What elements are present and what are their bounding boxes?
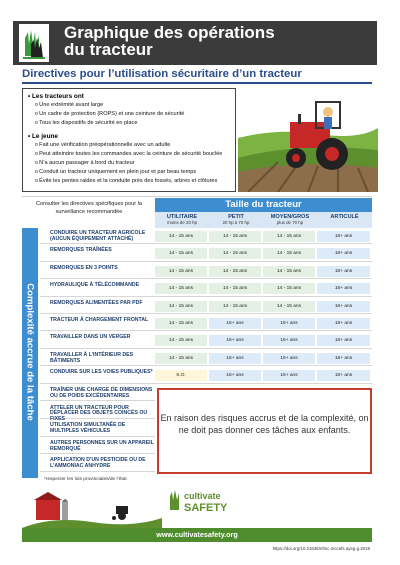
- row-label: CONDUIRE UN TRACTEUR AGRICOLE (AUCUN ÉQUIPEMENT ATTACHÉ): [50, 230, 146, 242]
- table-cell: 16+ ans: [263, 318, 315, 329]
- table-row: [40, 333, 372, 348]
- page-subtitle: Directives pour l’utilisation sécuritaire d’un tracteur: [22, 68, 302, 80]
- col-utilitaire: UTILITAIRE moins de 20 hp: [166, 214, 198, 225]
- title-line-2: du tracteur: [64, 40, 153, 59]
- table-cell: 14 - 15 ans: [263, 266, 315, 277]
- title-line-1: Graphique des opérations: [64, 23, 275, 42]
- table-cell: 14 - 15 ans: [263, 301, 315, 312]
- table-row: [40, 456, 155, 471]
- cultivate-safety-logo: [166, 488, 246, 514]
- table-cell: 16+ ans: [263, 335, 315, 346]
- row-label: REMORQUES EN 3 POINTS: [50, 264, 118, 271]
- table-cell: 16+ ans: [317, 283, 370, 294]
- complexity-label: Complexité accrue de la tâche: [24, 283, 36, 421]
- table-cell: 16+ ans: [209, 370, 261, 381]
- table-cell: 14 - 15 ans: [155, 283, 207, 294]
- url-band: [22, 528, 372, 542]
- table-cell: 16+ ans: [209, 318, 261, 329]
- table-row: [40, 316, 372, 331]
- table-row: [40, 368, 372, 383]
- list-item: o Fait une vérification préopérationnelle avec un adulte: [35, 141, 235, 150]
- table-cell: 16+ ans: [317, 248, 370, 259]
- list-item: o Peut atteindre toutes les commandes avec la ceinture de sécurité bouclée: [35, 150, 235, 159]
- section-2-list: [23, 141, 235, 187]
- row-label: ATTELER UN TRACTEUR POUR DÉPLACER DES OBJETS COINCÉS OU FIXES: [50, 404, 148, 423]
- table-cell: 14 - 15 ans: [155, 248, 207, 259]
- list-item: o Conduit un tracteur uniquement en plein jour et par beau temps: [35, 168, 235, 177]
- section-1-title: • Les tracteurs ont: [28, 93, 84, 100]
- row-label: APPLICATION D’UN PESTICIDE OU DE L’AMMONIAC ANHYDRE: [50, 457, 146, 470]
- table-cell: 14 - 15 ans: [263, 231, 315, 242]
- page-title: [64, 24, 275, 58]
- row-label: UTILISATION SIMULTANÉE DE MULTIPLES VÉHICULES: [50, 422, 126, 434]
- tractor-size-header: Taille du tracteur: [155, 198, 372, 212]
- footnote: *respecter les lois provinciales/de l’état: [44, 477, 127, 482]
- table-row: [40, 421, 155, 436]
- svg-text:SAFETY: SAFETY: [184, 502, 228, 514]
- col-articule: ARTICULÉ: [330, 214, 359, 220]
- table-cell: 14 - 15 ans: [155, 266, 207, 277]
- svg-text:cultivate: cultivate: [184, 491, 221, 501]
- farm-silhouette-illustration: [22, 488, 162, 528]
- row-label: TRACTEUR À CHARGEMENT FRONTAL: [50, 317, 149, 323]
- directives-box: [22, 88, 236, 192]
- table-cell: 14 - 15 ans: [155, 301, 207, 312]
- table-row: [40, 281, 372, 296]
- row-label: TRAÎNER UNE CHARGE DE DIMENSIONS OU DE POIDS EXCÉDENTAIRES: [50, 387, 153, 399]
- table-row: [40, 386, 155, 401]
- row-label: REMORQUES TRAÎNÉES: [50, 247, 112, 254]
- row-label: HYDRAULIQUE À TÉLÉCOMMANDE: [50, 282, 140, 289]
- hands-logo-icon: [19, 24, 49, 62]
- section-2-title: • Le jeune: [28, 132, 58, 140]
- subtitle-divider: [22, 82, 372, 84]
- table-cell: 14 - 15 ans: [155, 231, 207, 242]
- list-item: o Évite les pentes raides et la conduite près des fossés, arbres et clôtures: [35, 177, 235, 186]
- row-label: AUTRES PERSONNES SUR UN APPAREIL REMORQUÉ: [50, 439, 154, 452]
- table-row: [40, 229, 372, 244]
- table-row: [40, 404, 155, 423]
- list-item: o Une extrémité avant large: [35, 101, 235, 110]
- table-cell: 16+ ans: [317, 266, 370, 277]
- col-petit: PETIT 20 hp à 70 hp: [222, 214, 250, 225]
- table-row: [40, 439, 155, 454]
- table-cell: 16+ ans: [317, 353, 370, 364]
- table-row: [40, 299, 372, 314]
- table-cell: 14 - 15 ans: [155, 353, 207, 364]
- row-label: REMORQUES ALIMENTÉES PAR PDF: [50, 299, 143, 306]
- section-1-list: [23, 101, 235, 129]
- table-cell: 16+ ans: [317, 335, 370, 346]
- children-warning-box: [157, 388, 372, 474]
- table-cell: 16+ ans: [317, 301, 370, 312]
- table-cell: 14 - 15 ans: [263, 248, 315, 259]
- list-item: o Un cadre de protection (ROPS) et une ceinture de sécurité: [35, 110, 235, 119]
- table-cell: 14 - 15 ans: [155, 318, 207, 329]
- table-cell: 16+ ans: [317, 318, 370, 329]
- table-cell: 16+ ans: [317, 231, 370, 242]
- list-item: o N’a aucun passager à bord du tracteur: [35, 159, 235, 168]
- table-cell: 14 - 15 ans: [209, 301, 261, 312]
- row-label: CONDUIRE SUR LES VOIES PUBLIQUES*: [50, 369, 153, 376]
- size-columns-header: [155, 212, 372, 228]
- row-label: TRAVAILLER DANS UN VERGER: [50, 334, 131, 341]
- table-cell: 16+ ans: [263, 353, 315, 364]
- warning-text: En raison des risques accrus et de la complexité, on ne doit pas donner ces tâches aux enfants.: [160, 413, 369, 435]
- table-cell: 14 - 15 ans: [263, 283, 315, 294]
- tractor-scene-illustration: [238, 88, 378, 192]
- table-row: [40, 246, 372, 261]
- list-item: o Tous les dispositifs de sécurité en place: [35, 119, 235, 128]
- table-cell: 14 - 15 ans: [209, 266, 261, 277]
- table-cell: 16+ ans: [263, 370, 315, 381]
- table-cell: S.O.: [155, 370, 207, 381]
- table-row: [40, 351, 372, 366]
- table-cell: 14 - 15 ans: [209, 248, 261, 259]
- col-moyen-gros: MOYEN/GROS plus de 70 hp: [270, 214, 310, 225]
- table-cell: 14 - 15 ans: [209, 283, 261, 294]
- table-cell: 14 - 15 ans: [155, 335, 207, 346]
- supervision-note: Consulter les directives spécifiques pour la surveillance recommandée: [35, 201, 143, 215]
- doi-reference: https://doi.org/10.21636/nfmc.mccafs.ayeg.g.2019: [272, 546, 370, 551]
- row-label: TRAVAILLER À L’INTÉRIEUR DES BÂTIMENTS: [50, 351, 134, 364]
- table-cell: 16+ ans: [209, 335, 261, 346]
- table-cell: 16+ ans: [209, 353, 261, 364]
- table-row: [40, 264, 372, 279]
- table-cell: 14 - 15 ans: [209, 231, 261, 242]
- table-cell: 16+ ans: [317, 370, 370, 381]
- website-link[interactable]: www.cultivatesafety.org: [156, 530, 238, 539]
